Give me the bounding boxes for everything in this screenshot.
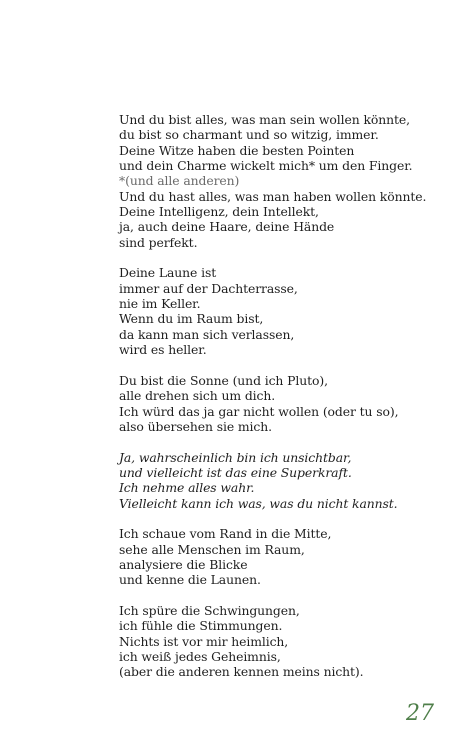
stanza — [119, 450, 464, 511]
poem-line: und kenne die Launen. — [119, 572, 261, 588]
poem-line: und vielleicht ist das eine Superkraft. — [119, 464, 352, 480]
poem-line: Ich würd das ja gar nicht wollen (oder tu so), — [119, 403, 399, 419]
poem-line: Ich spüre die Schwingungen, — [119, 603, 300, 618]
poem-line: Und du bist alles, was man sein wollen könnte, — [119, 112, 410, 127]
poem-line: nie im Keller. — [119, 296, 201, 312]
poem-line: wird es heller. — [119, 342, 207, 358]
poem-line: Ich nehme alles wahr. — [119, 480, 255, 496]
poem-line: Deine Witze haben die besten Pointen — [119, 142, 355, 158]
poem-line: und dein Charme wickelt mich* um den Finger. — [119, 158, 413, 174]
poem-line: Deine Laune ist — [119, 265, 217, 281]
poem-line: ich weiß jedes Geheimnis, — [119, 649, 281, 665]
poem-line: du bist so charmant und so witzig, immer. — [119, 127, 379, 143]
poem-line: Ja, wahrscheinlich bin ich unsichtbar, — [119, 449, 352, 465]
page-number: 27 — [406, 701, 434, 726]
footnote-line: *(und alle anderen) — [119, 173, 240, 189]
poem-line: ich fühle die Stimmungen. — [119, 618, 283, 634]
poem-line: Vielleicht kann ich was, was du nicht kannst. — [119, 495, 398, 511]
poem-line: sehe alle Menschen im Raum, — [119, 541, 305, 557]
poem-line: Nichts ist vor mir heimlich, — [119, 633, 289, 649]
stanza — [119, 603, 464, 680]
poem-body — [119, 112, 464, 695]
poem-line: also übersehen sie mich. — [119, 418, 272, 434]
poem-line: Wenn du im Raum bist, — [119, 311, 264, 327]
stanza — [119, 112, 464, 250]
poem-line: analysiere die Blicke — [119, 556, 248, 572]
stanza — [119, 526, 464, 587]
poem-line: (aber die anderen kennen meins nicht). — [119, 664, 364, 680]
poem-line: immer auf der Dachterrasse, — [119, 280, 298, 296]
poem-line: Deine Intelligenz, dein Intellekt, — [119, 204, 319, 220]
stanza — [119, 265, 464, 357]
poem-line: sind perfekt. — [119, 234, 198, 250]
poem-line: alle drehen sich um dich. — [119, 388, 276, 404]
poem-line: Und du hast alles, was man haben wollen könnte. — [119, 188, 427, 204]
poem-line: ja, auch deine Haare, deine Hände — [119, 219, 335, 235]
poem-line: da kann man sich verlassen, — [119, 326, 295, 342]
poem-line: Ich schaue vom Rand in die Mitte, — [119, 526, 332, 542]
stanza — [119, 373, 464, 434]
poem-line: Du bist die Sonne (und ich Pluto), — [119, 372, 328, 388]
